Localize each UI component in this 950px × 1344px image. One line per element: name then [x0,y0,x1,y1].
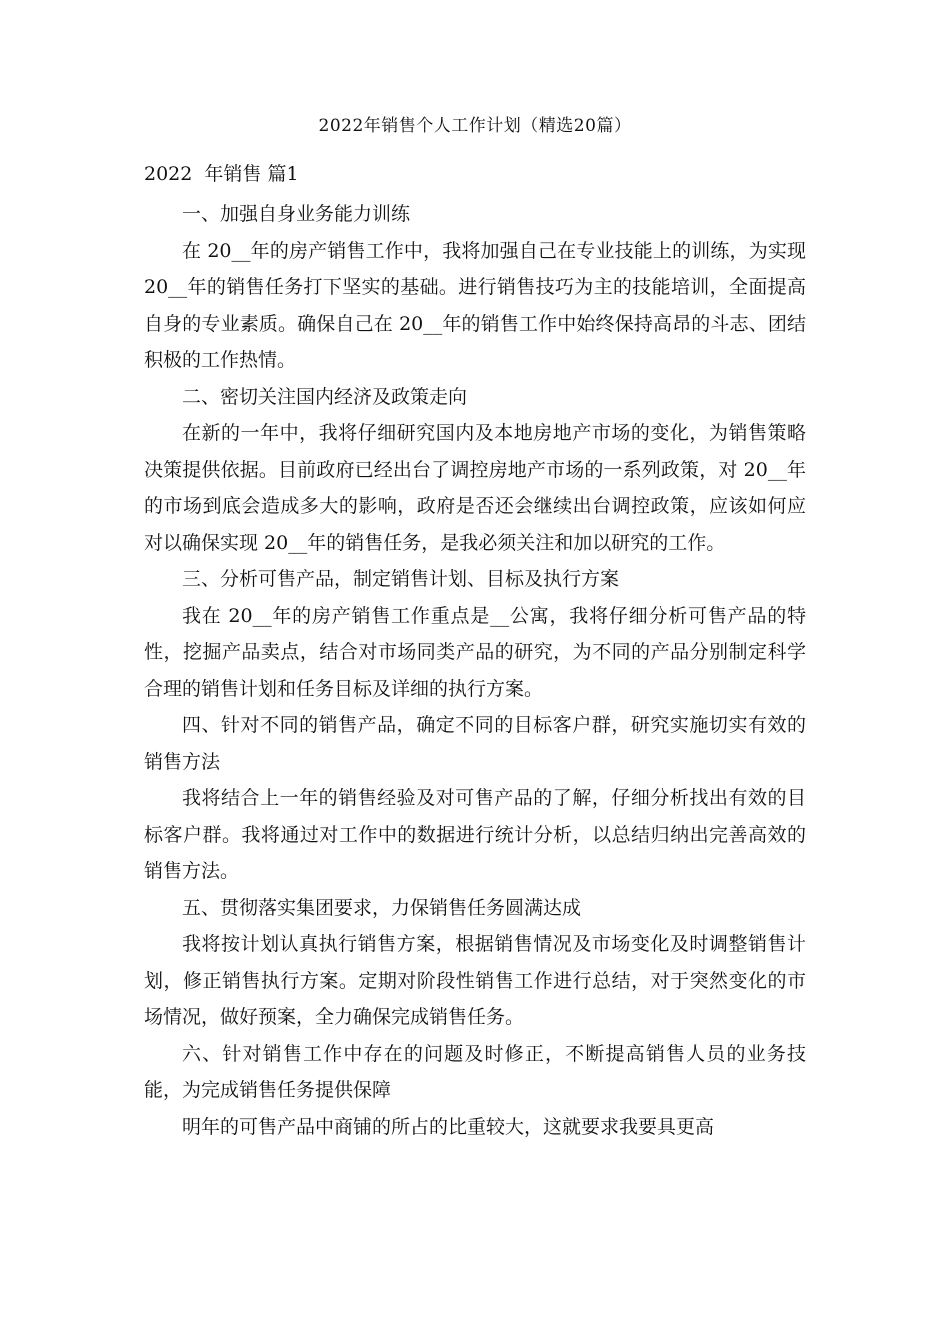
paragraph-1: 在 20__年的房产销售工作中，我将加强自己在专业技能上的训练，为实现 20__年的销售任务打下坚实的基础。进行销售技巧为主的技能培训，全面提高自身的专业素质。确保自己在 20__年的销售工作中始终保持高昂的斗志、团结积极的工作热情。 [144,239,806,371]
paragraph-4: 我将结合上一年的销售经验及对可售产品的了解，仔细分析找出有效的目标客户群。我将通过对工作中的数据进行统计分析，以总结归纳出完善高效的销售方法。 [144,787,806,882]
paragraph-3: 我在 20__年的房产销售工作重点是__公寓，我将仔细分析可售产品的特性，挖掘产品卖点，结合对市场同类产品的研究，为不同的产品分别制定科学合理的销售计划和任务目标及详细的执行方案。 [144,604,806,700]
subheading-1: 一、加强自身业务能力训练 [182,203,411,225]
subheading-4: 四、针对不同的销售产品，确定不同的目标客户群，研究实施切实有效的销售方法 [144,714,806,773]
subheading-6: 六、针对销售工作中存在的问题及时修正，不断提高销售人员的业务技能，为完成销售任务提供保障 [144,1042,806,1101]
paragraph-5: 我将按计划认真执行销售方案，根据销售情况及市场变化及时调整销售计划，修正销售执行方案。定期对阶段性销售工作进行总结，对于突然变化的市场情况，做好预案，全力确保完成销售任务。 [144,933,806,1028]
paragraph-2: 在新的一年中，我将仔细研究国内及本地房地产市场的变化，为销售策略决策提供依据。目前政府已经出台了调控房地产市场的一系列政策，对 20__年的市场到底会造成多大的影响，政府是否还会继续出台调控政策，应该如何应对以确保实现 20__年的销售任务，是我必须关注和加以研究的工作。 [144,422,806,554]
document-title: 2022年销售个人工作计划（精选20篇） [318,116,632,136]
subheading-3: 三、分析可售产品，制定销售计划、目标及执行方案 [182,568,620,590]
subheading-5: 五、贯彻落实集团要求，力保销售任务圆满达成 [182,896,582,919]
paragraph-6: 明年的可售产品中商铺的所占的比重较大，这就要求我要具更高 [182,1115,715,1138]
document-body [144,196,806,1145]
section-heading: 2022 年销售 篇1 [144,163,299,185]
subheading-2: 二、密切关注国内经济及政策走向 [182,385,468,408]
